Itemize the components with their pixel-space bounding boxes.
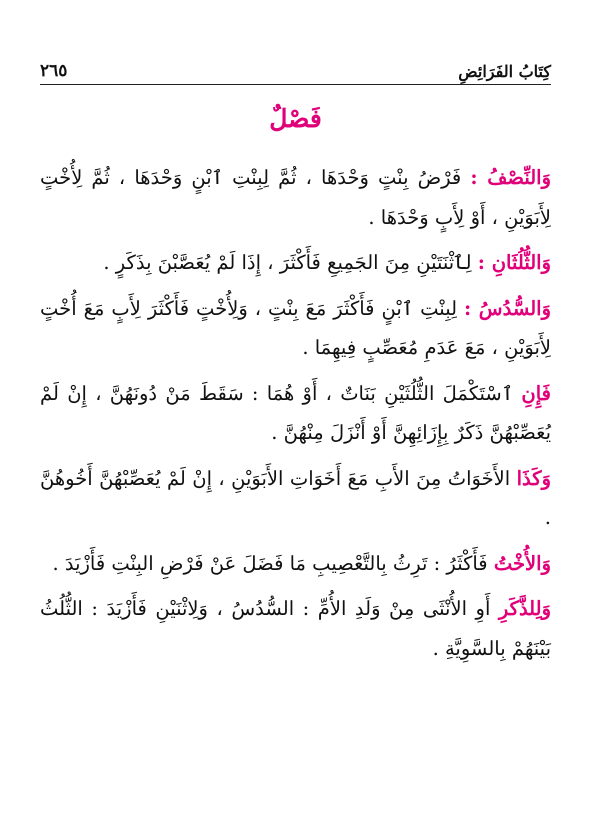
paragraph-sisters [40, 459, 551, 538]
paragraph-text: الأَخَوَاتُ مِنَ الأَبِ مَعَ أَخَوَاتِ الأَبَوَيْنِ ، إِنْ لَمْ يُعَصِّبْهُنَّ أَخُوهُنَّ . [40, 466, 551, 529]
paragraph-sister [40, 544, 551, 584]
paragraph-keyword: فَإِنِ [521, 381, 551, 405]
paragraph-text: ٱسْتَكْمَلَ الثُّلُثَيْنِ بَنَاتٌ ، أَوْ هُمَا : سَقَطَ مَنْ دُونَهُنَّ ، إِنْ لَمْ يُعَصِّبْهُنَّ ذَكَرٌ بِإِزَائِهِنَّ أَوْ أَنْزَلَ مِنْهُنَّ . [40, 381, 551, 444]
book-title: كِتَابُ الفَرَائِضِ [458, 62, 551, 81]
paragraph-keyword: وَكَذَا [516, 466, 551, 490]
page-number: ٢٦٥ [40, 61, 68, 81]
paragraph-text: فَرْضُ بِنْتٍ وَحْدَهَا ، ثُمَّ لِبِنْتِ ٱبْنٍ وَحْدَهَا ، ثُمَّ لِأُخْتٍ لِأَبَوَيْنِ ، أَوْ لِأَبٍ وَحْدَهَا . [40, 166, 551, 229]
paragraph-two-thirds [40, 243, 551, 283]
text-body [40, 158, 551, 674]
paragraph-completion [40, 374, 551, 453]
paragraph-text: فَأَكْثَرُ : تَرِثُ بِالتَّعْصِيبِ مَا فَضَلَ عَنْ فَرْضِ البِنْتِ فَأَزْيَدَ . [52, 551, 494, 575]
paragraph-keyword: وَالنِّصْفُ : [470, 166, 552, 189]
running-header [40, 56, 551, 85]
paragraph-text: لِٱثْنَتَيْنِ مِنَ الجَمِيعِ فَأَكْثَرَ ، إِذَا لَمْ يُعَصَّبْنَ بِذَكَرٍ . [103, 251, 478, 274]
paragraph-maternal-siblings [40, 589, 551, 668]
paragraph-text: أَوِ الأُنْثَى مِنْ وَلَدِ الأُمِّ : السُّدُسُ ، وَلِاثْنَيْنِ فَأَزْيَدَ : الثُّلُثُ بَيْنَهُمْ بِالسَّوِيَّةِ . [40, 597, 551, 660]
paragraph-keyword: وَالثُّلُثَانِ : [477, 251, 551, 274]
paragraph-keyword: وَالأُخْتُ [493, 551, 551, 575]
paragraph-half [40, 158, 551, 237]
paragraph-sixth [40, 289, 551, 368]
paragraph-keyword: وَلِلذَّكَرِ [498, 597, 551, 620]
paragraph-keyword: وَالسُّدُسُ : [464, 296, 552, 320]
section-title: فَصْلٌ [269, 104, 322, 133]
paragraph-text: لِبِنْتِ ٱبْنٍ فَأَكْثَرَ مَعَ بِنْتٍ ، وَلِأُخْتٍ فَأَكْثَرَ لِأَبٍ مَعَ أُخْتٍ لِأَبَوَيْنِ ، مَعَ عَدَمِ مُعَصِّبٍ فِيهِمَا . [40, 296, 551, 359]
